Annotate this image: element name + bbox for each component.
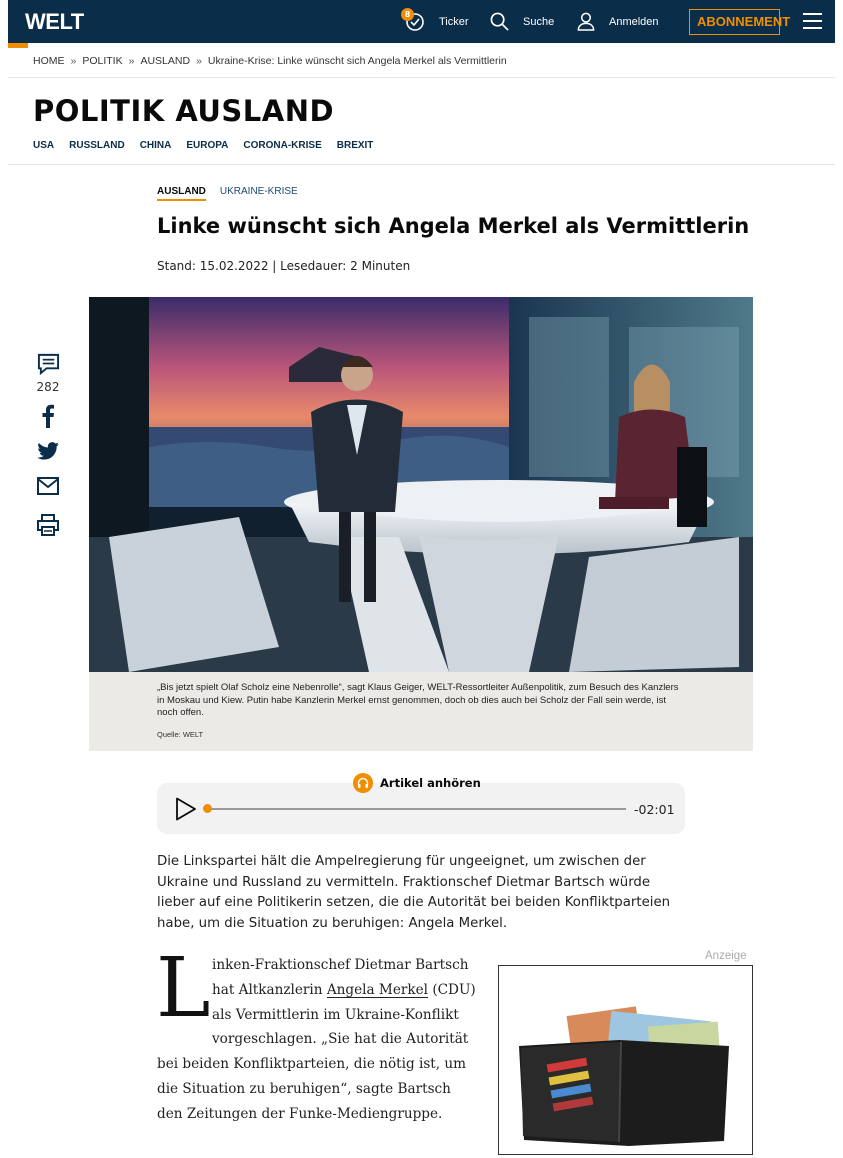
ticker-button[interactable] [405, 0, 469, 43]
search-label: Suche [523, 15, 555, 28]
twitter-share-button[interactable] [36, 442, 60, 460]
divider [8, 77, 835, 78]
mail-share-button[interactable] [36, 477, 60, 495]
section-title: POLITIK AUSLAND [33, 94, 335, 128]
breadcrumb-separator: » [70, 55, 77, 67]
ad-label: Anzeige [705, 950, 747, 962]
print-icon [37, 514, 59, 536]
comment-icon [37, 352, 60, 375]
user-icon [577, 12, 595, 31]
breadcrumb-separator: » [128, 55, 135, 67]
ad-banner[interactable] [498, 965, 753, 1155]
comment-count[interactable]: 282 [36, 380, 60, 394]
ticker-badge: 8 [401, 8, 414, 21]
breadcrumb-politik[interactable]: POLITIK [82, 55, 123, 67]
twitter-icon [37, 442, 59, 460]
search-button[interactable] [490, 0, 554, 43]
breadcrumb-home[interactable]: HOME [33, 55, 65, 67]
divider [8, 164, 835, 165]
body-text-part1: inken-Fraktionschef Dietmar Bartsch hat Altkanzlerin [212, 957, 469, 998]
subscribe-button[interactable]: ABONNEMENT [689, 9, 780, 35]
search-icon [490, 12, 509, 31]
article-body [156, 941, 477, 1127]
body-text-part2: (CDU) als Vermittlerin im Ukraine-Konflikt vorgeschlagen. „Sie hat die Autorität bei beiden Konfliktparteien, die nötig ist, um die Situation zu beruhigen“, sagte Bartsch den Zeitungen der Funke-Mediengruppe. [157, 981, 476, 1122]
menu-icon[interactable] [803, 13, 822, 29]
article-video[interactable] [89, 297, 753, 672]
video-source: Quelle: WELT [157, 729, 204, 739]
play-button[interactable] [175, 797, 197, 825]
ticker-label: Ticker [439, 15, 469, 28]
comment-button[interactable] [36, 352, 60, 375]
kicker-ukraine-krise[interactable]: UKRAINE-KRISE [219, 186, 298, 197]
audio-remaining-time: -02:01 [634, 802, 675, 817]
facebook-share-button[interactable] [36, 404, 60, 428]
dropcap-letter: L [156, 941, 211, 1036]
angela-merkel-link[interactable]: Angela Merkel [326, 981, 429, 998]
article-headline: Linke wünscht sich Angela Merkel als Vermittlerin [157, 214, 750, 238]
kicker-ausland[interactable]: AUSLAND [157, 186, 206, 201]
article-lead: Die Linkspartei hält die Ampelregierung für ungeeignet, um zwischen der Ukraine und Russland zu vermitteln. Fraktionschef Dietmar Bartsch würde lieber auf eine Politikerin setzen, die die Autorität bei beiden Konfliktparteien habe, um die Situation zu beruhigen: Angela Merkel. [157, 854, 671, 931]
facebook-icon [41, 404, 55, 428]
article-meta: Stand: 15.02.2022 | Lesedauer: 2 Minuten [157, 259, 411, 273]
headphones-icon [353, 773, 373, 793]
accent-strip [8, 43, 28, 48]
login-button[interactable] [577, 0, 659, 43]
subnav-item-europa[interactable]: EUROPA [186, 140, 229, 151]
audio-progress-track[interactable] [206, 808, 626, 810]
subnav-item-russland[interactable]: RUSSLAND [69, 140, 125, 151]
subnav-item-brexit[interactable]: BREXIT [336, 140, 374, 151]
article-kicker [157, 186, 298, 201]
breadcrumb-current: Ukraine-Krise: Linke wünscht sich Angela Merkel als Vermittlerin [207, 55, 507, 67]
welt-logo[interactable]: WELT [25, 9, 84, 34]
breadcrumb [33, 55, 507, 67]
section-subnav [33, 140, 373, 151]
login-label: Anmelden [609, 15, 659, 28]
breadcrumb-separator: » [196, 55, 202, 67]
play-icon [175, 797, 197, 821]
subnav-item-usa[interactable]: USA [33, 140, 55, 151]
listen-article-label[interactable] [353, 773, 481, 793]
breadcrumb-ausland[interactable]: AUSLAND [140, 55, 191, 67]
subnav-item-corona-krise[interactable]: CORONA-KRISE [243, 140, 322, 151]
subnav-item-china[interactable]: CHINA [139, 140, 172, 151]
video-caption: „Bis jetzt spielt Olaf Scholz eine Nebenrolle“, sagt Klaus Geiger, WELT-Ressortleiter Außenpolitik, zum Besuch des Kanzlers in Moskau und Kiew. Putin habe Kanzlerin Merkel ernst genommen, doch ob dies auch bei Scholz der Fall sein werde, ist noch offen. [157, 682, 679, 718]
tv-studio-image [89, 297, 753, 672]
audio-progress-handle[interactable] [203, 804, 212, 813]
print-button[interactable] [36, 514, 60, 536]
wallet-ad-image [499, 966, 752, 1154]
video-caption-box [89, 672, 753, 751]
mail-icon [37, 477, 59, 495]
listen-article-text: Artikel anhören [380, 776, 481, 790]
